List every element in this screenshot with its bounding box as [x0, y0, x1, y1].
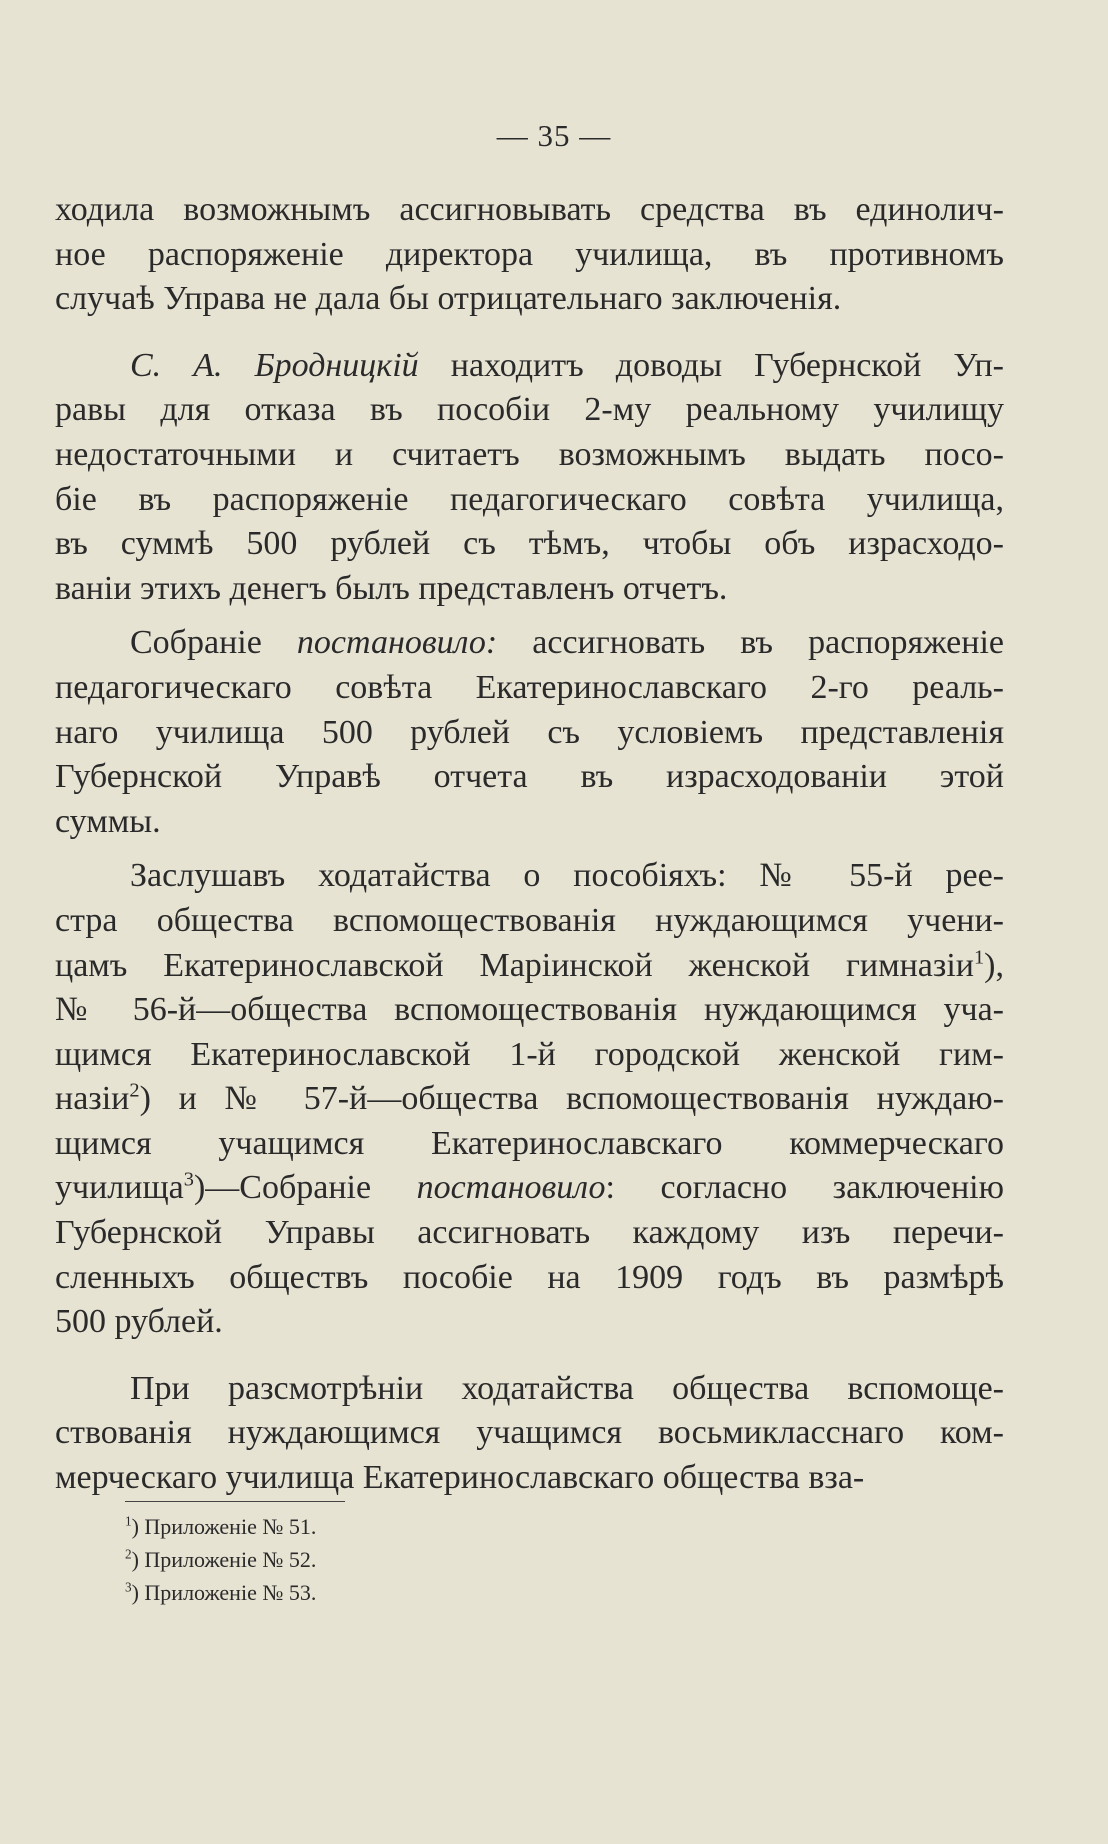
footnotes — [125, 1510, 316, 1609]
footnote-divider — [125, 1501, 345, 1502]
page-number: — 35 — — [496, 118, 612, 153]
footnote-text: ) Приложеніе № 51. — [131, 1514, 317, 1539]
paragraph-gap — [55, 322, 1004, 344]
text-line: случаѣ Управа не дала бы отрицательнаго заключенія. — [55, 280, 842, 318]
text-line: сленныхъ обществъ пособіе на 1909 годъ въ размѣрѣ — [55, 1258, 1004, 1296]
paragraph-gap — [55, 844, 1004, 854]
footnote-number: 3 — [125, 1579, 132, 1595]
text-segment: Собраніе — [130, 624, 297, 662]
paragraph-gap — [55, 611, 1004, 621]
text-line: 500 рублей. — [55, 1303, 223, 1341]
paragraph — [55, 854, 1004, 1345]
text-segment: ), — [984, 946, 1004, 984]
text-segment: училища — [55, 1169, 184, 1207]
paragraph — [55, 1367, 1004, 1501]
text-line: Заслушавъ ходатайства о пособіяхъ: № 55-й рее- — [130, 857, 1004, 895]
footnote-number: 1 — [125, 1513, 132, 1529]
text-line — [55, 1166, 1004, 1211]
text-segment: ассигновать въ распоряженіе — [497, 624, 1004, 662]
text-segment: находитъ доводы Губернской Уп- — [418, 346, 1004, 384]
footnote-mark: 2 — [129, 1079, 140, 1102]
text-line: ваніи этихъ денегъ былъ представленъ отчетъ. — [55, 569, 728, 607]
footnote-mark: 1 — [973, 946, 985, 969]
text-line: недостаточными и считаетъ возможнымъ выдать посо- — [55, 435, 1004, 473]
text-line: ходила возможнымъ ассигновывать средства въ единолич- — [55, 191, 1004, 228]
body-text — [55, 188, 1004, 1501]
text-line: біе въ распоряженіе педагогическаго совѣта училища, — [55, 480, 1004, 518]
italic-emphasis: С. А. Бродницкій — [130, 346, 419, 384]
text-segment: назіи — [55, 1080, 130, 1118]
paragraph — [55, 621, 1004, 844]
text-line: Губернской Управы ассигновать каждому изъ перечи- — [55, 1214, 1004, 1252]
paragraph-gap — [55, 1345, 1004, 1367]
text-segment: цамъ Екатеринославской Маріинской женской гимназіи — [55, 946, 974, 984]
text-line: педагогическаго совѣта Екатеринославскаго 2-го реаль- — [55, 668, 1004, 706]
italic-emphasis: постановило: — [296, 624, 498, 662]
text-line: равы для отказа въ пособіи 2-му реальному училищу — [55, 391, 1004, 429]
footnote — [125, 1576, 316, 1609]
text-line: мерческаго училища Екатеринославскаго общества вза- — [55, 1459, 865, 1497]
text-line — [55, 944, 1004, 989]
text-line: щимся Екатеринославской 1-й городской женской гим- — [55, 1035, 1004, 1073]
paragraph — [55, 188, 1004, 322]
footnote-text: ) Приложеніе № 52. — [131, 1547, 317, 1572]
footnote-number: 2 — [125, 1546, 132, 1562]
text-line: ное распоряженіе директора училища, въ противномъ — [55, 235, 1004, 273]
text-line: ствованія нуждающимся учащимся восьмикласснаго ком- — [55, 1414, 1004, 1452]
text-segment: ) и № 57-й—общества вспомоществованія нуждаю- — [139, 1080, 1004, 1118]
paragraph — [55, 344, 1004, 612]
text-segment: )—Собраніе — [193, 1169, 417, 1207]
text-line: Губернской Управѣ отчета въ израсходованіи этой — [55, 758, 1004, 796]
footnote — [125, 1543, 316, 1576]
text-line — [55, 1077, 1004, 1122]
text-line: стра общества вспомоществованія нуждающимся учени- — [55, 901, 1004, 939]
text-line: щимся учащимся Екатеринославскаго коммерческаго — [55, 1124, 1004, 1162]
text-line: наго училища 500 рублей съ условіемъ представленія — [55, 713, 1004, 751]
text-segment: : согласно заключенію — [605, 1169, 1004, 1207]
text-line: № 56-й—общества вспомоществованія нуждающимся уча- — [55, 991, 1004, 1029]
text-line: суммы. — [55, 802, 161, 840]
footnote — [125, 1510, 316, 1543]
footnote-mark: 3 — [183, 1169, 194, 1192]
text-line — [55, 344, 1004, 389]
footnote-text: ) Приложеніе № 53. — [131, 1580, 317, 1605]
text-line: въ суммѣ 500 рублей съ тѣмъ, чтобы объ израсходо- — [55, 525, 1004, 563]
text-line — [55, 621, 1004, 666]
text-line: При разсмотрѣніи ходатайства общества вспомоще- — [130, 1369, 1004, 1407]
italic-emphasis: постановило — [416, 1169, 606, 1207]
